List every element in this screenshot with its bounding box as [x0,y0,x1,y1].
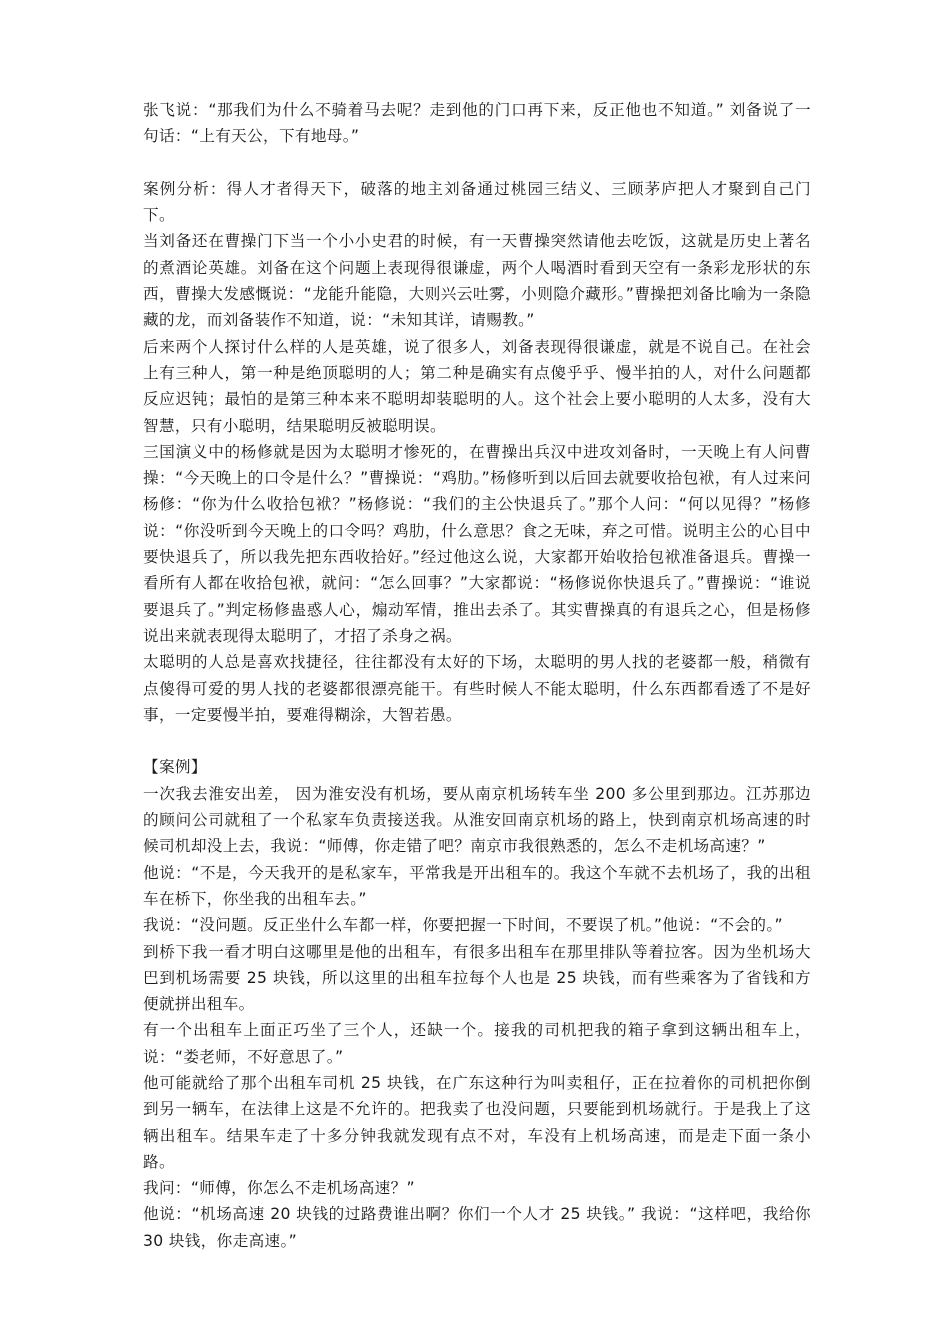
paragraph-gap [143,150,811,176]
paragraph-gap [143,728,811,754]
paragraph-no-problem: 我说：“没问题。反正坐什么车都一样，你要把握一下时间，不要误了机。”他说：“不会的。” [143,916,783,935]
paragraph-question-highway: 我问：“师傅，你怎么不走机场高速？” [143,1179,415,1198]
paragraph-three-kinds-of-people: 后来两个人探讨什么样的人是英雄，说了很多人，刘备表现得很谦虚，就是不说自己。在社会上有三种人，第一种是绝顶聪明的人；第二种是确实有点傻乎乎、慢半拍的人，对什么问题都反应迟钝；最怕的是第三种本来不聪明却装聪明的人。这个社会上要小聪明的人太多，没有大智慧，只有小聪明，结果聪明反被聪明误。 [143,337,811,435]
paragraph-sold-ride: 他可能就给了那个出租车司机 25 块钱，在广东这种行为叫卖租仔，正在拉着你的司机把你倒到另一辆车，在法律上这是不允许的。把我卖了也没问题，只要能到机场就行。于是我上了这辆出租车。结果车走了十多分钟我就发现有点不对，车没有上机场高速，而是走下面一条小路。 [143,1073,811,1171]
paragraph-case-analysis: 案例分析：得人才者得天下，破落的地主刘备通过桃园三结义、三顾茅庐把人才聚到自己门下。 [143,179,811,225]
paragraph-three-passengers: 有一个出租车上面正巧坐了三个人，还缺一个。接我的司机把我的箱子拿到这辆出租车上，说：“娄老师，不好意思了。” [143,1021,811,1066]
paragraph-yang-xiu-story: 三国演义中的杨修就是因为太聪明才惨死的，在曹操出兵汉中进攻刘备时，一天晚上有人问曹操：“今天晚上的口令是什么？”曹操说：“鸡肋。”杨修听到以后回去就要收拾包袱，有人过来问杨修：“你为什么收拾包袱？”杨修说：“我们的主公快退兵了。”那个人问：“何以见得？”杨修说：“你没听到今天晚上的口令吗？鸡肋，什么意思？食之无味，弃之可惜。说明主公的心目中要快退兵了，所以我先把东西收拾好。”经过他这么说，大家都开始收拾包袱准备退兵。曹操一看所有人都在收拾包袱，就问：“怎么回事？”大家都说：“杨修说你快退兵了。”曹操说：“谁说要退兵了。”判定杨修蛊惑人心，煽动军情，推出去杀了。其实曹操真的有退兵之心，但是杨修说出来就表现得太聪明了，才招了杀身之祸。 [143,442,811,645]
document-page [143,97,811,1254]
paragraph-driver-reply: 他说：“不是，今天我开的是私家车，平常我是开出租车的。我这个车就不去机场了，我的出租车在桥下，你坐我的出租车去。” [143,863,811,908]
case-heading: 【案例】 [143,758,207,777]
paragraph-huaian-trip: 一次我去淮安出差， 因为淮安没有机场，要从南京机场转车坐 200 多公里到那边。江苏那边的顾问公司就租了一个私家车负责接送我。从淮安回南京机场的路上，快到南京机场高速的时候司机却没上去，我说：“师傅，你走错了吧？南京市我很熟悉的，怎么不走机场高速？” [143,784,811,856]
paragraph-toll-fee: 他说：“机场高速 20 块钱的过路费谁出啊？你们一个人才 25 块钱。” 我说：“这样吧，我给你 30 块钱，你走高速。” [143,1205,811,1250]
paragraph-zhangfei-quote: 张飞说：“那我们为什么不骑着马去呢？走到他的门口再下来，反正他也不知道。” 刘备说了一句话：“上有天公，下有地母。” [143,101,811,146]
paragraph-hero-discussion: 当刘备还在曹操门下当一个小小史君的时候，有一天曹操突然请他去吃饭，这就是历史上著名的煮酒论英雄。刘备在这个问题上表现得很谦虚，两个人喝酒时看到天空有一条彩龙形状的东西，曹操大发感慨说：“龙能升能隐，大则兴云吐雾，小则隐介藏形。”曹操把刘备比喻为一条隐藏的龙，而刘备装作不知道，说：“未知其详，请赐教。” [143,232,811,330]
paragraph-under-bridge: 到桥下我一看才明白这哪里是他的出租车，有很多出租车在那里排队等着拉客。因为坐机场大巴到机场需要 25 块钱，所以这里的出租车拉每个人也是 25 块钱，而有些乘客为了省钱和方便就拼出租车。 [143,942,811,1014]
paragraph-too-clever: 太聪明的人总是喜欢找捷径，往往都没有太好的下场，太聪明的男人找的老婆都一般，稍微有点傻得可爱的男人找的老婆都很漂亮能干。有些时候人不能太聪明，什么东西都看透了不是好事，一定要慢半拍，要难得糊涂，大智若愚。 [143,653,811,724]
